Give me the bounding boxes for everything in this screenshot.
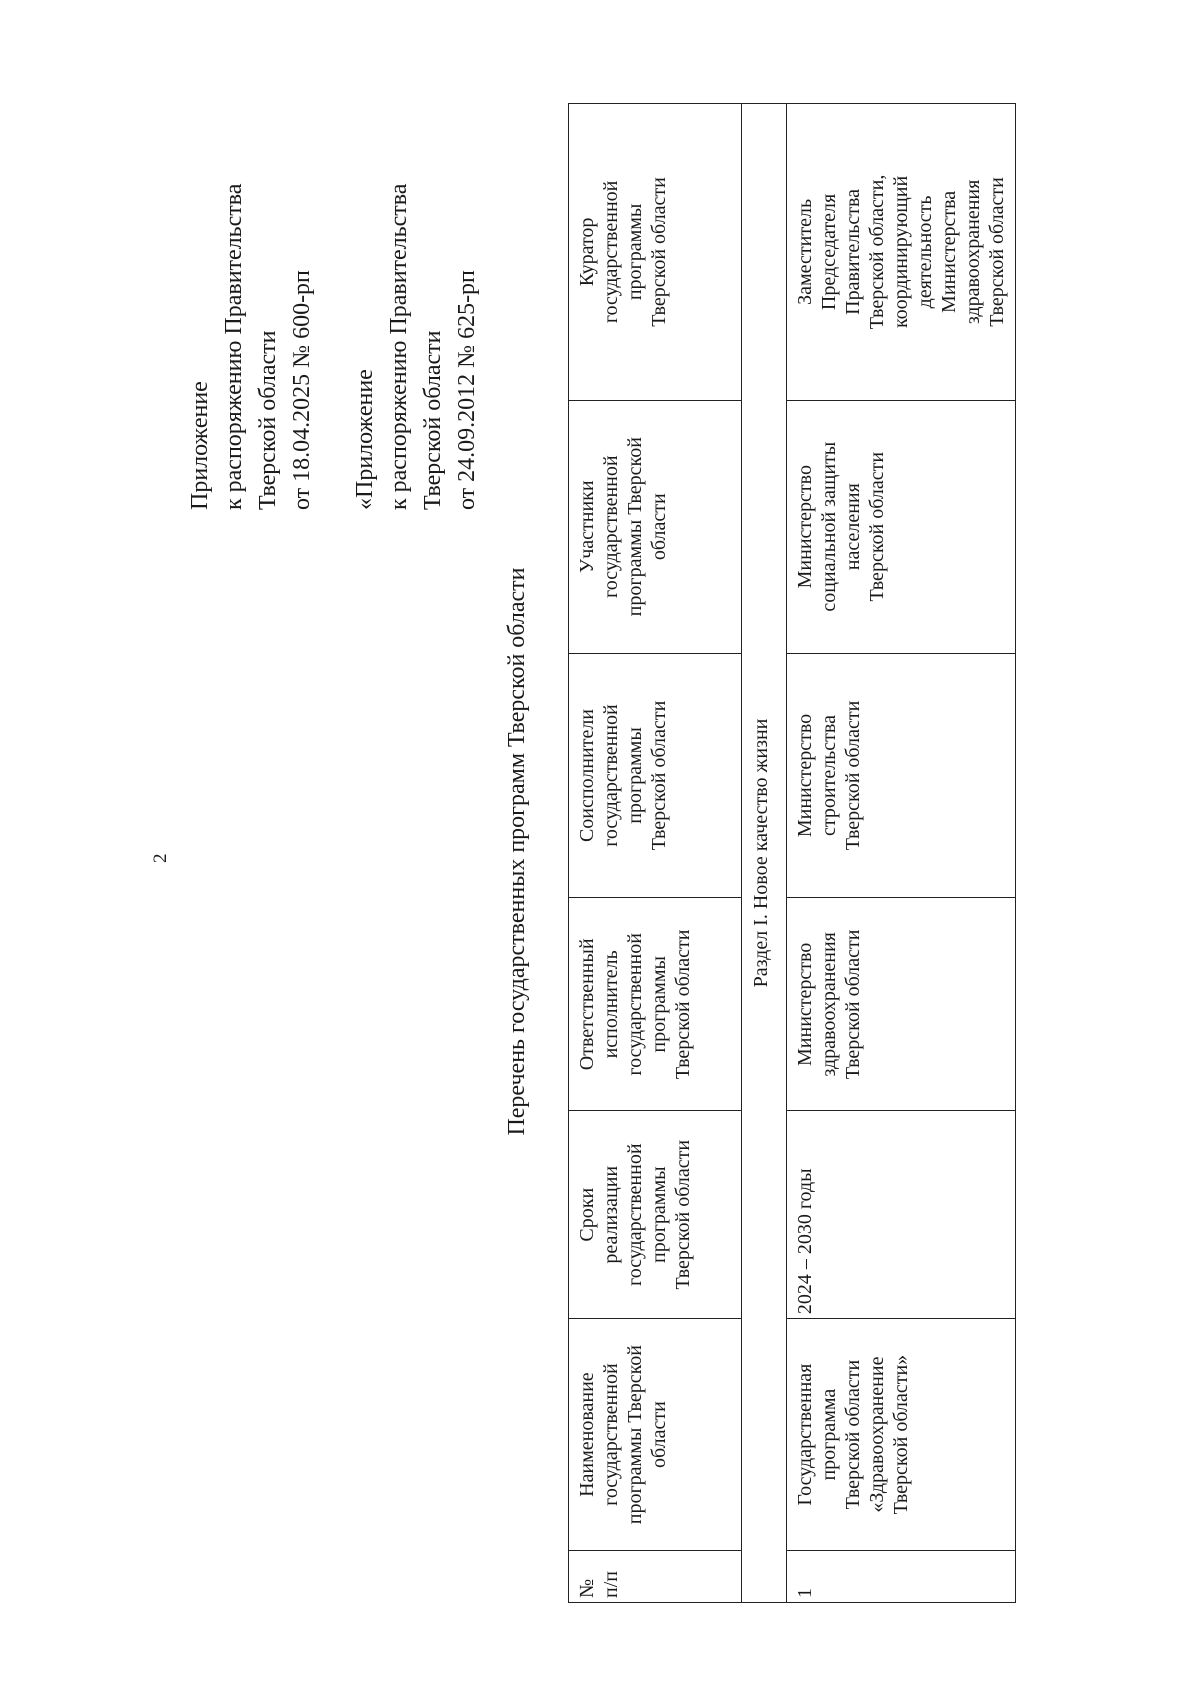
appendix-original [348, 184, 484, 510]
page-number: 2 [150, 853, 171, 863]
appendix-line: к распоряжению Правительства [386, 183, 412, 510]
table-header-row [569, 104, 742, 1603]
row-participants: Министерство социальной защиты населения Тверской области [787, 400, 1016, 653]
row-number: 1 [787, 1551, 1016, 1603]
appendix-line: «Приложение [352, 369, 378, 510]
header-responsible: Ответственный исполнитель государственной программы Тверской области [569, 898, 742, 1111]
appendix-line: Тверской области [255, 330, 281, 510]
row-coexecutors: Министерство строительства Тверской области [787, 653, 1016, 898]
header-program-name: Наименование государственной программы Тверской области [569, 1319, 742, 1551]
header-number: № п/п [569, 1551, 742, 1603]
header-coexecutors: Соисполнители государственной программы Тверской области [569, 653, 742, 898]
row-program-name: Государственная программа Тверской области «Здравоохранение Тверской области» [787, 1319, 1016, 1551]
header-period: Сроки реализации государственной программы Тверской области [569, 1111, 742, 1319]
table-row [787, 104, 1016, 1603]
header-participants: Участники государственной программы Тверской области [569, 400, 742, 653]
section-row [742, 104, 787, 1603]
appendix-current [183, 184, 319, 510]
appendix-line: Приложение [187, 381, 213, 510]
row-period: 2024 – 2030 годы [787, 1111, 1016, 1319]
header-curator: Куратор государственной программы Тверской области [569, 104, 742, 401]
programs-table [568, 103, 1016, 1603]
appendix-line: от 18.04.2025 № 600-рп [289, 270, 315, 510]
appendix-line: от 24.09.2012 № 625-рп [454, 270, 480, 510]
document-title: Перечень государственных программ Тверской области [504, 567, 530, 1136]
section-title: Раздел I. Новое качество жизни [742, 104, 787, 1603]
row-curator: Заместитель Председателя Правительства Тверской области, координирующий деятельность Министерства здравоохранения Тверской области [787, 104, 1016, 401]
appendix-line: Тверской области [420, 330, 446, 510]
row-responsible: Министерство здравоохранения Тверской области [787, 898, 1016, 1111]
appendix-line: к распоряжению Правительства [221, 183, 247, 510]
